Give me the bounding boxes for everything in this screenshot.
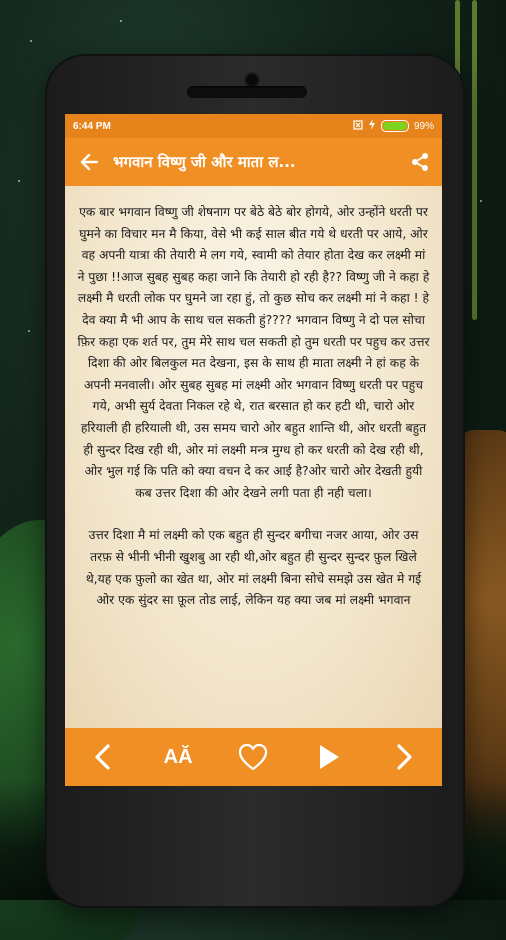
previous-story-button[interactable] [78,732,128,782]
status-time: 6:44 PM [73,120,111,132]
background-star [480,200,482,202]
font-size-button[interactable] [153,732,203,782]
bottom-control-bar [65,728,442,786]
app-screen [65,114,442,786]
background-star [18,180,20,182]
favorite-button[interactable] [228,732,278,782]
chevron-right-icon [393,743,415,771]
background-vine [472,0,477,320]
heart-outline-icon [238,743,268,771]
status-bar [65,114,442,138]
notification-icon [353,120,363,133]
share-icon[interactable] [398,152,442,172]
battery-percent: 99% [413,120,434,132]
battery-fill [383,122,407,130]
font-size-icon: AĂ [163,745,193,768]
play-button[interactable] [304,732,354,782]
story-scroll-area[interactable] [65,186,442,728]
chevron-left-icon [92,743,114,771]
status-icons [353,119,434,133]
play-icon [317,743,341,771]
battery-icon [381,120,409,132]
story-paragraph: उत्तर दिशा मै मां लक्ष्मी को एक बहुत ही सुन्दर बगीचा नजर आया, ओर उस तरफ़ से भीनी भीनी खुशबु आ रही थी,ओर बहुत ही सुन्दर सुन्दर फ़ुल खिले थे,यह एक फ़ुलो का खेत था, ओर मां लक्ष्मी बिना सोचे समझे उस खेत मे गई ओर एक सुंदर सा फ़ूल तोड लाई, लेकिन यह क्या जब मां लक्ष्मी भगवान [85,528,422,608]
story-text [65,186,442,612]
background-star [120,20,122,22]
app-toolbar [65,138,442,186]
background-star [28,330,30,332]
page-title: भगवान विष्णु जी और माता ल... [113,153,296,171]
earpiece-speaker [187,86,307,98]
next-story-button[interactable] [379,732,429,782]
story-paragraph: एक बार भगवान विष्णु जी शेषनाग पर बेठे बेठे बोर होगये, ओर उन्होंने धरती पर घुमने का विचार मन मै किया, वेसे भी कई साल बीत गये थे धरती पर आये, ओर वह अपनी यात्रा की तेयारी मे लग गये, स्वामी को तेयार होता देख कर लक्ष्मी मां ने पुछा !!आज सुबह सुबह कहा जाने कि तेयारी हो रही है?? विष्णु जी ने कहा हे लक्ष्मी मै धरती लोक पर घुमने जा रहा हुं, तो कुछ सोच कर लक्ष्मी मां ने कहा ! हे देव क्या मै भी आप के साथ चल सकती हुं???? भगवान विष्णु ने दो पल सोचा फ़िर कहा एक शर्त पर, तुम मेरे साथ चल सकती हो तुम धरती पर पहुच कर उत्तर दिशा की ओर बिलकुल मत देखना, इस के साथ ही माता लक्ष्मी ने हां कह के अपनी मनवाली। ओर सुबह सुबह मां लक्ष्मी ओर भगवान विष्णु धरती पर पहुच गये, अभी सुर्य देवता निकल रहे थे, रात बरसात हो कर हटी थी, चारो ओर हरियाली ही हरियाली थी, उस समय चारो ओर बहुत शान्ति थी, ओर धरती बहुत ही सुन्दर दिख रही थी, ओर मां लक्ष्मी मन्त्र मुग्ध हो कर धरती को देख रही थी, ओर भुल गई कि पति को क्या वचन दे कर आई है?ओर चारो ओर देखती हुयी कब उत्तर दिशा की ओर देखने लगी पता ही नही चला। [77,205,430,500]
background-star [30,40,32,42]
back-arrow-icon[interactable] [65,152,113,172]
charging-icon [368,119,376,133]
